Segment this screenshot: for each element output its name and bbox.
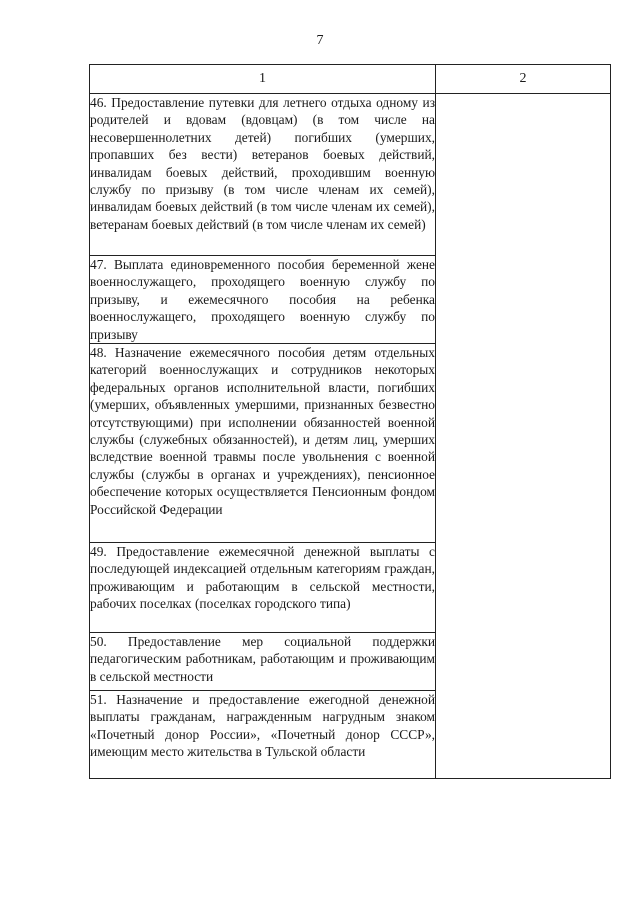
table-row <box>90 256 611 344</box>
service-text: 51. Назначение и предоставление ежегодной денежной выплаты гражданам, награжденным нагрудным знаком «Почетный донор России», «Почетный донор СССР», имеющим место жительства в Тульской области <box>90 692 435 760</box>
column-2-cell <box>436 344 611 543</box>
service-item-50 <box>90 633 436 691</box>
column-header-1: 1 <box>90 65 436 94</box>
column-header-2: 2 <box>436 65 611 94</box>
service-item-49 <box>90 543 436 633</box>
column-2-cell <box>436 94 611 256</box>
column-2-cell <box>436 633 611 691</box>
column-2-cell <box>436 256 611 344</box>
service-text: 48. Назначение ежемесячного пособия детям отдельных категорий военнослужащих и сотрудников некоторых федеральных органов исполнительной власти, погибших (умерших, объявленных умершими, признанных безвестно отсутствующими) при исполнении обязанностей военной службы (служебных обязанностей), и детям лиц, умерших вследствие военной травмы после увольнения с военной службы (службы в органах и учреждениях), пенсионное обеспечение которых осуществляется Пенсионным фондом Российской Федерации <box>90 345 435 517</box>
service-item-48 <box>90 344 436 543</box>
table-row <box>90 94 611 256</box>
service-item-47 <box>90 256 436 344</box>
service-text: 50. Предоставление мер социальной поддержки педагогическим работникам, работающим и проживающим в сельской местности <box>90 634 435 684</box>
page-number: 7 <box>316 33 324 48</box>
services-table <box>89 64 611 779</box>
service-text: 47. Выплата единовременного пособия беременной жене военнослужащего, проходящего военную службу по призыву, и ежемесячного пособия на ребенка военнослужащего, проходящего военную службу по призыву <box>90 257 435 342</box>
table-row <box>90 543 611 633</box>
service-text: 46. Предоставление путевки для летнего отдыха одному из родителей и вдовам (вдовцам) (в том числе на несовершеннолетних детей) погибших (умерших, пропавших без вести) ветеранов боевых действий, инвалидам боевых действий, проходившим военную службу по призыву (в том числе членам их семей), инвалидам боевых действий (в том числе членам их семей), ветеранам боевых действий (в том числе членам их семей) <box>90 95 435 232</box>
service-item-51 <box>90 691 436 779</box>
table-row <box>90 691 611 779</box>
column-2-cell <box>436 543 611 633</box>
service-text: 49. Предоставление ежемесячной денежной выплаты с последующей индексацией отдельным категориям граждан, проживающим и работающим в сельской местности, рабочих поселках (поселках городского типа) <box>90 544 435 612</box>
table-header-row <box>90 65 611 94</box>
table-row <box>90 633 611 691</box>
table-row <box>90 344 611 543</box>
service-item-46 <box>90 94 436 256</box>
column-2-cell <box>436 691 611 779</box>
